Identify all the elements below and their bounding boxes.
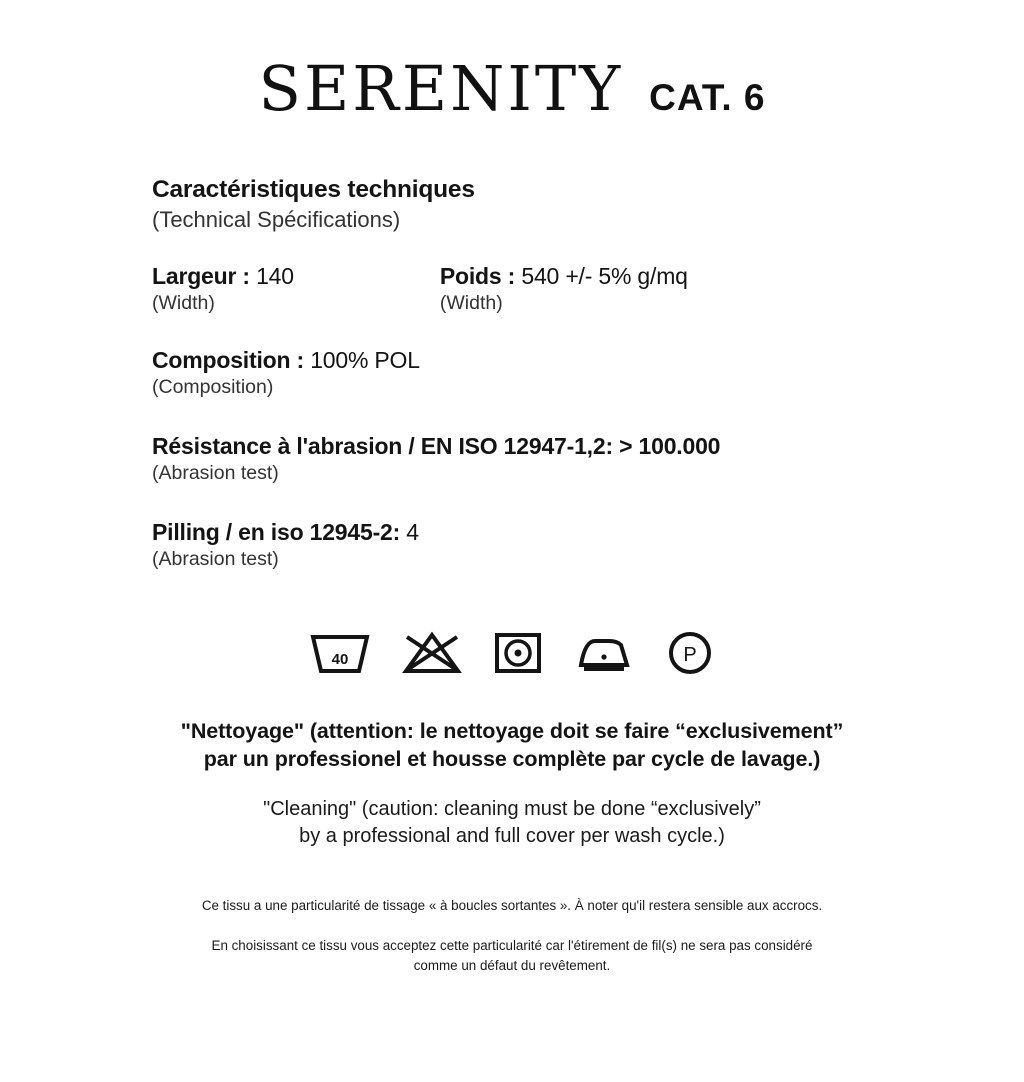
cleaning-note-en-line2: by a professional and full cover per wash cycle.) — [299, 824, 725, 847]
spec-abrasion-sub: (Abrasion test) — [152, 462, 279, 484]
cleaning-note-fr-line2: par un professionel et housse complète par cycle de lavage.) — [203, 747, 821, 772]
spec-pilling — [152, 519, 874, 571]
footnote — [0, 896, 1024, 976]
dry-clean-p-icon-text: P — [683, 644, 697, 666]
spec-width-value: 140 — [256, 263, 294, 289]
section-title: Caractéristiques techniques — [152, 176, 475, 203]
fabric-spec-sheet — [0, 52, 1024, 1082]
footnote-line-1: Ce tissu a une particularité de tissage « à boucles sortantes ». À noter qu'il restera sensible aux accrocs. — [201, 897, 823, 913]
spec-pilling-value: 4 — [406, 519, 419, 545]
header — [0, 52, 1024, 125]
wash-40-icon — [309, 629, 371, 675]
cleaning-note-en — [130, 796, 894, 850]
spec-width — [152, 263, 294, 315]
cleaning-note-fr — [130, 717, 894, 774]
spec-width-label-text: Largeur : — [152, 263, 250, 289]
dry-clean-p-icon — [665, 629, 715, 675]
spec-width-sub: (Width) — [152, 292, 215, 314]
spec-abrasion — [152, 433, 874, 485]
wash-40-icon-text: 40 — [331, 651, 349, 668]
spec-composition-sub: (Composition) — [152, 376, 274, 398]
cleaning-note-fr-line1: "Nettoyage" (attention: le nettoyage doit se faire “exclusivement” — [180, 719, 844, 743]
spec-row-width-weight — [152, 263, 874, 315]
spec-pilling-label — [152, 519, 874, 546]
specifications-section — [0, 176, 1024, 571]
spec-weight-label-text: Poids : — [439, 263, 516, 289]
brand-title: SERENITY — [258, 52, 624, 125]
spec-composition — [152, 347, 874, 399]
care-symbols — [0, 629, 1024, 675]
spec-weight — [440, 263, 688, 315]
spec-pilling-sub: (Abrasion test) — [152, 548, 279, 570]
iron-icon — [573, 629, 635, 675]
cleaning-note-en-line1: "Cleaning" (caution: cleaning must be done “exclusively” — [263, 797, 761, 820]
spec-abrasion-label: Résistance à l'abrasion / EN ISO 12947-1,2: > 100.000 — [152, 433, 721, 459]
spec-composition-label — [152, 347, 874, 374]
do-not-bleach-icon — [401, 629, 463, 675]
spec-weight-value: 540 +/- 5% g/mq — [521, 263, 688, 289]
spec-composition-value: 100% POL — [310, 347, 420, 373]
section-subtitle: (Technical Spécifications) — [152, 207, 401, 232]
spec-weight-label — [440, 263, 688, 290]
spec-composition-label-text: Composition : — [152, 347, 304, 373]
category-badge: CAT. 6 — [649, 77, 766, 118]
spec-weight-sub: (Width) — [439, 292, 503, 314]
spec-width-label — [152, 263, 294, 290]
tumble-dry-icon — [493, 629, 543, 675]
spec-pilling-label-text: Pilling / en iso 12945-2: — [152, 519, 401, 545]
cleaning-note — [0, 717, 1024, 850]
footnote-line-2: En choisissant ce tissu vous acceptez cette particularité car l'étirement de fil(s) ne sera pas considéré comme un défaut du revêtement. — [211, 937, 813, 973]
